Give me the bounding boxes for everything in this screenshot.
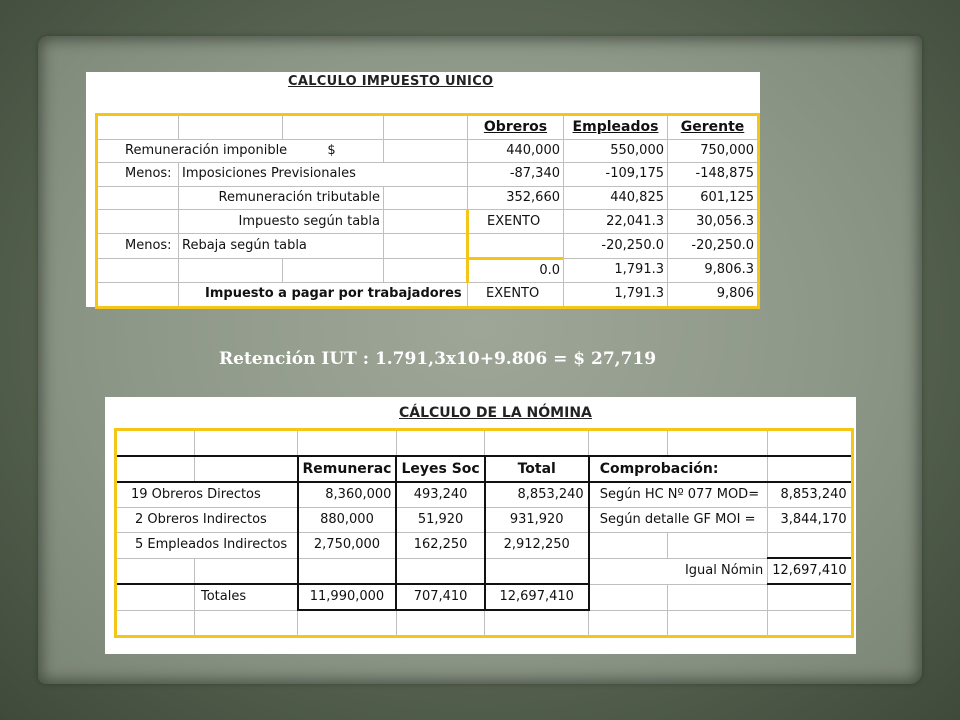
cell-value: 601,125 bbox=[668, 186, 759, 210]
cell-value: 8,360,000 bbox=[298, 482, 397, 508]
table-row bbox=[97, 258, 759, 283]
totales-total: 12,697,410 bbox=[485, 584, 589, 610]
cell-value: 9,806.3 bbox=[668, 258, 759, 283]
cell bbox=[668, 430, 768, 457]
cell-value: 440,000 bbox=[468, 139, 564, 163]
cell bbox=[485, 558, 589, 584]
row-label bbox=[97, 139, 384, 163]
header-remunerac: Remunerac bbox=[298, 456, 397, 482]
cell-value: -20,250.0 bbox=[668, 233, 759, 258]
cell bbox=[116, 430, 195, 457]
cell-value: 30,056.3 bbox=[668, 210, 759, 234]
cell bbox=[116, 456, 195, 482]
cell bbox=[116, 558, 195, 584]
header-comprobacion: Comprobación: bbox=[589, 456, 768, 482]
row-label: 2 Obreros Indirectos bbox=[116, 508, 298, 533]
check-value: 3,844,170 bbox=[768, 508, 852, 533]
cell-value: 440,825 bbox=[564, 186, 668, 210]
cell bbox=[668, 584, 768, 610]
table-row bbox=[97, 186, 759, 210]
cell bbox=[384, 258, 468, 283]
row-label: Impuesto a pagar por trabajadores bbox=[179, 283, 468, 308]
cell bbox=[589, 430, 668, 457]
cell-value: 931,920 bbox=[485, 508, 589, 533]
cell bbox=[97, 115, 179, 140]
cell bbox=[298, 430, 397, 457]
cell-value bbox=[468, 233, 564, 258]
cell-value: 0.0 bbox=[468, 258, 564, 283]
check-value: 8,853,240 bbox=[768, 482, 852, 508]
cell-value: 352,660 bbox=[468, 186, 564, 210]
check-label: Según detalle GF MOI = bbox=[589, 508, 768, 533]
cell bbox=[396, 610, 484, 637]
row-prefix: Menos: bbox=[97, 163, 179, 187]
cell bbox=[384, 115, 468, 140]
cell-value: 550,000 bbox=[564, 139, 668, 163]
cell bbox=[485, 430, 589, 457]
cell bbox=[768, 584, 852, 610]
row-label: Remuneración tributable bbox=[179, 186, 384, 210]
cell bbox=[589, 610, 668, 637]
table-row bbox=[97, 283, 759, 308]
table-row bbox=[116, 508, 853, 533]
row-label: Imposiciones Previsionales bbox=[179, 163, 468, 187]
cell bbox=[116, 610, 195, 637]
cell bbox=[298, 610, 397, 637]
row-prefix: Menos: bbox=[97, 233, 179, 258]
table-row bbox=[97, 233, 759, 258]
currency-symbol: $ bbox=[327, 142, 336, 158]
cell bbox=[195, 610, 298, 637]
cell bbox=[283, 258, 384, 283]
header-gerente: Gerente bbox=[668, 115, 759, 140]
cell-value: 750,000 bbox=[668, 139, 759, 163]
impuesto-unico-table bbox=[95, 113, 760, 309]
nomina-title: CÁLCULO DE LA NÓMINA bbox=[399, 405, 592, 421]
table-row bbox=[116, 456, 853, 482]
table-row bbox=[97, 163, 759, 187]
table-row bbox=[116, 610, 853, 637]
cell bbox=[97, 283, 179, 308]
cell bbox=[298, 558, 397, 584]
header-obreros: Obreros bbox=[468, 115, 564, 140]
table-row bbox=[116, 482, 853, 508]
cell-value: EXENTO bbox=[468, 283, 564, 308]
cell-value: EXENTO bbox=[468, 210, 564, 234]
row-label-text: Remuneración imponible bbox=[125, 142, 288, 158]
cell bbox=[668, 533, 768, 559]
cell bbox=[195, 430, 298, 457]
totales-leyes: 707,410 bbox=[396, 584, 484, 610]
cell bbox=[116, 584, 195, 610]
cell-value: 51,920 bbox=[396, 508, 484, 533]
cell bbox=[384, 210, 468, 234]
cell bbox=[283, 115, 384, 140]
cell bbox=[768, 533, 852, 559]
igual-label: Igual Nómin bbox=[589, 558, 768, 584]
table-row bbox=[97, 139, 759, 163]
table-row bbox=[116, 584, 853, 610]
row-label: Impuesto según tabla bbox=[179, 210, 384, 234]
header-empleados: Empleados bbox=[564, 115, 668, 140]
header-total: Total bbox=[485, 456, 589, 482]
check-label: Según HC Nº 077 MOD= bbox=[589, 482, 768, 508]
table-row bbox=[116, 430, 853, 457]
cell bbox=[485, 610, 589, 637]
cell-value: 9,806 bbox=[668, 283, 759, 308]
cell-value: -109,175 bbox=[564, 163, 668, 187]
table-row bbox=[116, 533, 853, 559]
cell bbox=[97, 210, 179, 234]
cell bbox=[195, 558, 298, 584]
cell-value: 880,000 bbox=[298, 508, 397, 533]
cell bbox=[97, 258, 179, 283]
impuesto-unico-title: CALCULO IMPUESTO UNICO bbox=[288, 74, 494, 89]
nomina-sheet bbox=[105, 397, 856, 654]
nomina-table bbox=[114, 428, 854, 638]
cell-value: 1,791.3 bbox=[564, 258, 668, 283]
table-row bbox=[97, 210, 759, 234]
cell bbox=[396, 430, 484, 457]
cell bbox=[396, 558, 484, 584]
cell-value: 493,240 bbox=[396, 482, 484, 508]
cell bbox=[668, 610, 768, 637]
totales-remunerac: 11,990,000 bbox=[298, 584, 397, 610]
cell bbox=[384, 139, 468, 163]
cell bbox=[384, 233, 468, 258]
row-label: Rebaja según tabla bbox=[179, 233, 384, 258]
cell bbox=[768, 430, 852, 457]
table-row bbox=[97, 115, 759, 140]
cell bbox=[589, 584, 668, 610]
cell bbox=[768, 610, 852, 637]
cell bbox=[384, 186, 468, 210]
cell-value: 162,250 bbox=[396, 533, 484, 559]
cell bbox=[97, 186, 179, 210]
cell-value: 1,791.3 bbox=[564, 283, 668, 308]
cell bbox=[179, 115, 283, 140]
cell-value: 2,912,250 bbox=[485, 533, 589, 559]
cell bbox=[195, 456, 298, 482]
cell-value: 2,750,000 bbox=[298, 533, 397, 559]
cell-value: -148,875 bbox=[668, 163, 759, 187]
table-row bbox=[116, 558, 853, 584]
retencion-caption: Retención IUT : 1.791,3x10+9.806 = $ 27,719 bbox=[219, 349, 657, 369]
cell-value: -87,340 bbox=[468, 163, 564, 187]
impuesto-unico-sheet bbox=[86, 72, 760, 307]
cell-value: 22,041.3 bbox=[564, 210, 668, 234]
totales-label: Totales bbox=[195, 584, 298, 610]
cell bbox=[768, 456, 852, 482]
cell bbox=[589, 533, 668, 559]
cell bbox=[179, 258, 283, 283]
row-label: 5 Empleados Indirectos bbox=[116, 533, 298, 559]
header-leyes-soc: Leyes Soc bbox=[396, 456, 484, 482]
row-label: 19 Obreros Directos bbox=[116, 482, 298, 508]
cell-value: -20,250.0 bbox=[564, 233, 668, 258]
igual-value: 12,697,410 bbox=[768, 558, 852, 584]
cell-value: 8,853,240 bbox=[485, 482, 589, 508]
